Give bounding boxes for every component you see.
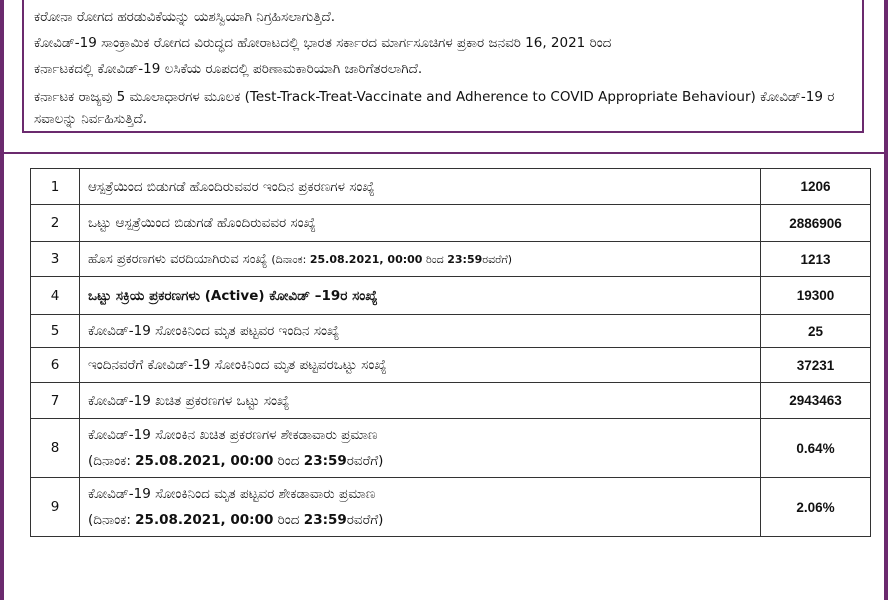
intro-line-2: ಕೋವಿಡ್-19 ಸಾಂಕ್ರಾಮಿಕ ರೋಗದ ವಿರುದ್ಧದ ಹೋರಾಟದಲ್ಲಿ ಭಾರತ ಸರ್ಕಾರದ ಮಾರ್ಗಸೂಚಿಗಳ ಪ್ರಕಾರ ಜನವರಿ 16, 2021 ರಿಂದ [34, 35, 612, 51]
row-number: 4 [31, 277, 80, 315]
row-value: 19300 [761, 277, 871, 315]
page-border-right [884, 0, 888, 600]
time-end: 23:59 [303, 512, 347, 528]
table-row [31, 169, 871, 205]
table-row [31, 242, 871, 277]
date-prefix: (ದಿನಾಂಕ: [271, 252, 310, 266]
row-description: ಒಟ್ಟು ಆಸ್ಪತ್ರೆಯಿಂದ ಬಿಡುಗಡೆ ಹೊಂದಿರುವವರ ಸಂಖ್ಯೆ [80, 205, 761, 242]
intro-line-3: ಕರ್ನಾಟಕದಲ್ಲಿ ಕೋವಿಡ್-19 ಲಸಿಕೆಯ ರೂಪದಲ್ಲಿ ಪರಿಣಾಮಕಾರಿಯಾಗಿ ಜಾರಿಗೆತರಲಾಗಿದೆ. [34, 61, 423, 77]
row-value: 2.06% [761, 478, 871, 537]
date-suffix: ರವರೆಗೆ) [346, 512, 384, 528]
row-description: ಒಟ್ಟು ಸಕ್ರಿಯ ಪ್ರಕರಣಗಳು (Active) ಕೋವಿಡ್ –19ರ ಸಂಖ್ಯೆ [80, 277, 761, 315]
date-suffix: ರವರೆಗೆ) [482, 252, 513, 266]
row-description: ಇಂದಿನವರೆಗೆ ಕೋವಿಡ್-19 ಸೋಂಕಿನಿಂದ ಮೃತ ಪಟ್ಟವರಒಟ್ಟು ಸಂಖ್ಯೆ [80, 348, 761, 383]
row-value: 1213 [761, 242, 871, 277]
row-description [80, 419, 761, 478]
intro-line-1: ಕರೋನಾ ರೋಗದ ಹರಡುವಿಕೆಯನ್ನು ಯಶಸ್ವಿಯಾಗಿ ನಿಗ್ರಹಿಸಲಾಗುತ್ತಿದೆ. [34, 9, 336, 25]
row-value: 37231 [761, 348, 871, 383]
date-range [88, 507, 760, 533]
row-number: 6 [31, 348, 80, 383]
table-row [31, 419, 871, 478]
row-value: 2886906 [761, 205, 871, 242]
date-mid: ರಿಂದ [273, 512, 304, 528]
row-value: 1206 [761, 169, 871, 205]
date-start: 25.08.2021, 00:00 [309, 252, 423, 266]
date-prefix: (ದಿನಾಂಕ: [88, 453, 136, 469]
section-divider [4, 152, 884, 154]
row-description-text: ಕೋವಿಡ್-19 ಸೋಂಕಿನ ಖಚಿತ ಪ್ರಕರಣಗಳ ಶೇಕಡಾವಾರು ಪ್ರಮಾಣ [88, 427, 378, 443]
date-mid: ರಿಂದ [422, 252, 448, 266]
table-row [31, 277, 871, 315]
row-number: 2 [31, 205, 80, 242]
intro-line-4: ಕರ್ನಾಟಕ ರಾಜ್ಯವು 5 ಮೂಲಾಧಾರಗಳ ಮೂಲಕ (Test-Track-Treat-Vaccinate and Adherence to COVID Appropriate Behaviour) ಕೋವಿಡ್-19 ರ ಸವಾಲನ್ನು ನಿರ್ವಹಿಸುತ್ತಿದೆ. [34, 89, 835, 127]
row-value: 0.64% [761, 419, 871, 478]
row-description-text: ಹೊಸ ಪ್ರಕರಣಗಳು ವರದಿಯಾಗಿರುವ ಸಂಖ್ಯೆ [88, 251, 268, 267]
table-row [31, 478, 871, 537]
date-suffix: ರವರೆಗೆ) [346, 453, 384, 469]
row-description-text: ಕೋವಿಡ್-19 ಸೋಂಕಿನಿಂದ ಮೃತ ಪಟ್ಟವರ ಶೇಕಡಾವಾರು ಪ್ರಮಾಣ [88, 486, 376, 502]
covid-stats-table [30, 168, 871, 537]
row-number: 5 [31, 315, 80, 348]
row-number: 8 [31, 419, 80, 478]
intro-box [22, 0, 864, 133]
row-description: ಆಸ್ಪತ್ರೆಯಿಂದ ಬಿಡುಗಡೆ ಹೊಂದಿರುವವರ ಇಂದಿನ ಪ್ರಕರಣಗಳ ಸಂಖ್ಯೆ [80, 169, 761, 205]
table-row [31, 348, 871, 383]
date-start: 25.08.2021, 00:00 [135, 453, 274, 469]
table-row [31, 383, 871, 419]
date-range [271, 253, 512, 266]
row-number: 7 [31, 383, 80, 419]
row-number: 1 [31, 169, 80, 205]
date-range [88, 448, 760, 474]
page-border-left [0, 0, 4, 600]
row-number: 9 [31, 478, 80, 537]
row-description [80, 242, 761, 277]
row-value: 2943463 [761, 383, 871, 419]
row-description [80, 478, 761, 537]
time-end: 23:59 [303, 453, 347, 469]
row-value: 25 [761, 315, 871, 348]
date-mid: ರಿಂದ [273, 453, 304, 469]
time-end: 23:59 [447, 252, 483, 266]
table-row [31, 205, 871, 242]
row-description: ಕೋವಿಡ್-19 ಸೋಂಕಿನಿಂದ ಮೃತ ಪಟ್ಟವರ ಇಂದಿನ ಸಂಖ್ಯೆ [80, 315, 761, 348]
row-number: 3 [31, 242, 80, 277]
date-prefix: (ದಿನಾಂಕ: [88, 512, 136, 528]
table-row [31, 315, 871, 348]
date-start: 25.08.2021, 00:00 [135, 512, 274, 528]
row-description: ಕೋವಿಡ್-19 ಖಚಿತ ಪ್ರಕರಣಗಳ ಒಟ್ಟು ಸಂಖ್ಯೆ [80, 383, 761, 419]
